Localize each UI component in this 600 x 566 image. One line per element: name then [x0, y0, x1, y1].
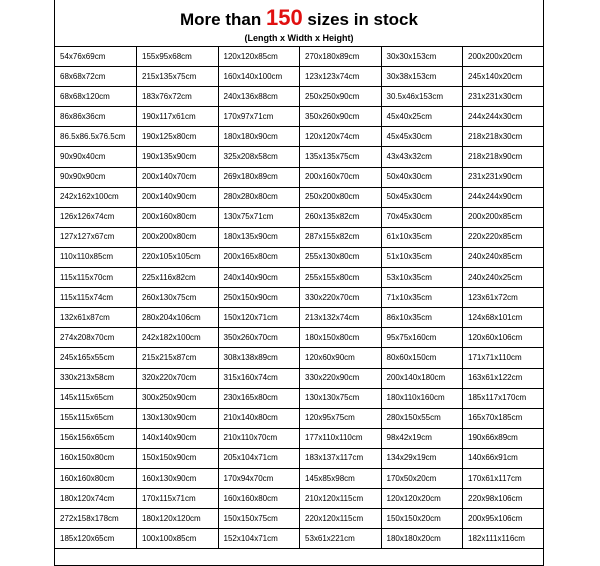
size-cell: 132x61x87cm	[55, 308, 137, 328]
size-cell: 155x115x65cm	[55, 408, 137, 428]
size-cell: 90x90x90cm	[55, 167, 137, 187]
size-cell: 200x95x106cm	[463, 509, 545, 529]
size-cell: 200x140x180cm	[381, 368, 463, 388]
size-cell: 145x85x98cm	[300, 468, 382, 488]
size-cell: 269x180x89cm	[218, 167, 300, 187]
size-cell: 183x76x72cm	[137, 87, 219, 107]
table-row	[55, 87, 544, 107]
size-cell: 115x115x74cm	[55, 288, 137, 308]
size-cell: 100x100x85cm	[137, 529, 219, 549]
size-cell: 51x10x35cm	[381, 247, 463, 267]
size-cell: 250x150x90cm	[218, 288, 300, 308]
size-cell: 160x150x80cm	[55, 448, 137, 468]
size-cell: 231x231x30cm	[463, 87, 545, 107]
table-row	[55, 428, 544, 448]
size-cell: 150x120x71cm	[218, 308, 300, 328]
size-cell: 124x68x101cm	[463, 308, 545, 328]
size-cell: 140x140x90cm	[137, 428, 219, 448]
size-cell: 30.5x46x153cm	[381, 87, 463, 107]
size-cell: 250x250x90cm	[300, 87, 382, 107]
size-cell: 270x180x89cm	[300, 47, 382, 67]
size-cell: 242x162x100cm	[55, 187, 137, 207]
size-cell: 170x97x71cm	[218, 107, 300, 127]
size-cell: 250x200x80cm	[300, 187, 382, 207]
size-cell: 220x98x106cm	[463, 489, 545, 509]
size-cell: 30x38x153cm	[381, 67, 463, 87]
size-cell: 135x135x75cm	[300, 147, 382, 167]
size-cell: 260x135x82cm	[300, 207, 382, 227]
size-cell: 130x130x75cm	[300, 388, 382, 408]
size-cell: 190x135x90cm	[137, 147, 219, 167]
size-cell: 218x218x30cm	[463, 127, 545, 147]
size-cell: 43x43x32cm	[381, 147, 463, 167]
table-row	[55, 207, 544, 227]
size-cell: 120x60x90cm	[300, 348, 382, 368]
size-cell: 320x220x70cm	[137, 368, 219, 388]
size-cell: 150x150x90cm	[137, 448, 219, 468]
size-cell: 280x204x106cm	[137, 308, 219, 328]
size-cell: 255x130x80cm	[300, 247, 382, 267]
size-cell: 170x61x117cm	[463, 468, 545, 488]
size-cell: 325x208x58cm	[218, 147, 300, 167]
size-cell: 53x10x35cm	[381, 268, 463, 288]
size-cell: 182x111x116cm	[463, 529, 545, 549]
size-cell: 220x105x105cm	[137, 247, 219, 267]
table-row	[55, 187, 544, 207]
table-row	[55, 468, 544, 488]
size-cell: 50x40x30cm	[381, 167, 463, 187]
table-row	[55, 227, 544, 247]
size-cell: 80x60x150cm	[381, 348, 463, 368]
size-cell: 280x280x80cm	[218, 187, 300, 207]
size-cell: 200x200x20cm	[463, 47, 545, 67]
size-cell: 120x95x75cm	[300, 408, 382, 428]
size-cell: 220x220x85cm	[463, 227, 545, 247]
size-cell: 185x117x170cm	[463, 388, 545, 408]
table-row	[55, 408, 544, 428]
size-chart	[54, 0, 544, 566]
table-row	[55, 288, 544, 308]
size-cell: 183x137x117cm	[300, 448, 382, 468]
size-cell: 210x120x115cm	[300, 489, 382, 509]
size-cell: 140x66x91cm	[463, 448, 545, 468]
size-cell: 244x244x30cm	[463, 107, 545, 127]
size-cell: 150x150x75cm	[218, 509, 300, 529]
size-cell: 272x158x178cm	[55, 509, 137, 529]
size-cell: 145x115x65cm	[55, 388, 137, 408]
size-cell: 120x60x106cm	[463, 328, 545, 348]
size-cell: 110x110x85cm	[55, 247, 137, 267]
size-cell: 225x116x82cm	[137, 268, 219, 288]
size-cell: 245x140x20cm	[463, 67, 545, 87]
table-row	[55, 328, 544, 348]
size-cell: 180x120x74cm	[55, 489, 137, 509]
size-cell: 130x75x71cm	[218, 207, 300, 227]
size-cell: 171x71x110cm	[463, 348, 545, 368]
size-cell: 61x10x35cm	[381, 227, 463, 247]
size-cell: 240x240x85cm	[463, 247, 545, 267]
size-cell: 180x150x80cm	[300, 328, 382, 348]
size-cell: 71x10x35cm	[381, 288, 463, 308]
size-cell: 240x240x25cm	[463, 268, 545, 288]
title-number: 150	[265, 5, 303, 30]
table-row	[55, 529, 544, 549]
size-cell: 190x66x89cm	[463, 428, 545, 448]
chart-subtitle: (Length x Width x Height)	[244, 33, 354, 43]
size-cell: 180x180x90cm	[218, 127, 300, 147]
table-row	[55, 368, 544, 388]
size-cell: 200x160x70cm	[300, 167, 382, 187]
table-row	[55, 308, 544, 328]
size-cell: 180x120x120cm	[137, 509, 219, 529]
size-cell: 180x180x20cm	[381, 529, 463, 549]
size-cell: 220x120x115cm	[300, 509, 382, 529]
size-cell: 200x140x90cm	[137, 187, 219, 207]
size-cell: 230x165x80cm	[218, 388, 300, 408]
size-cell: 155x95x68cm	[137, 47, 219, 67]
size-cell: 54x76x69cm	[55, 47, 137, 67]
size-cell: 50x45x30cm	[381, 187, 463, 207]
size-cell: 210x140x80cm	[218, 408, 300, 428]
size-cell: 120x120x85cm	[218, 47, 300, 67]
size-cell: 86x86x36cm	[55, 107, 137, 127]
size-cell: 68x68x120cm	[55, 87, 137, 107]
size-cell: 45x40x25cm	[381, 107, 463, 127]
table-row	[55, 388, 544, 408]
size-cell: 215x215x87cm	[137, 348, 219, 368]
sizes-table-body	[55, 47, 544, 549]
table-row	[55, 147, 544, 167]
size-cell: 170x50x20cm	[381, 468, 463, 488]
size-cell: 134x29x19cm	[381, 448, 463, 468]
size-cell: 90x90x40cm	[55, 147, 137, 167]
table-row	[55, 247, 544, 267]
size-cell: 274x208x70cm	[55, 328, 137, 348]
size-cell: 86.5x86.5x76.5cm	[55, 127, 137, 147]
size-cell: 330x220x90cm	[300, 368, 382, 388]
size-cell: 165x70x185cm	[463, 408, 545, 428]
size-cell: 200x160x80cm	[137, 207, 219, 227]
size-cell: 68x68x72cm	[55, 67, 137, 87]
size-cell: 190x125x80cm	[137, 127, 219, 147]
size-cell: 126x126x74cm	[55, 207, 137, 227]
size-cell: 160x130x90cm	[137, 468, 219, 488]
size-cell: 120x120x20cm	[381, 489, 463, 509]
size-cell: 245x165x55cm	[55, 348, 137, 368]
size-cell: 244x244x90cm	[463, 187, 545, 207]
sizes-table	[55, 47, 544, 549]
size-cell: 330x220x70cm	[300, 288, 382, 308]
size-cell: 98x42x19cm	[381, 428, 463, 448]
size-cell: 152x104x71cm	[218, 529, 300, 549]
size-cell: 130x130x90cm	[137, 408, 219, 428]
size-cell: 308x138x89cm	[218, 348, 300, 368]
size-cell: 127x127x67cm	[55, 227, 137, 247]
table-row	[55, 107, 544, 127]
size-cell: 200x165x80cm	[218, 247, 300, 267]
size-cell: 255x155x80cm	[300, 268, 382, 288]
size-cell: 86x10x35cm	[381, 308, 463, 328]
table-row	[55, 448, 544, 468]
size-cell: 30x30x153cm	[381, 47, 463, 67]
size-cell: 156x156x65cm	[55, 428, 137, 448]
size-cell: 150x150x20cm	[381, 509, 463, 529]
size-cell: 163x61x122cm	[463, 368, 545, 388]
chart-header	[55, 0, 543, 47]
table-row	[55, 67, 544, 87]
table-row	[55, 348, 544, 368]
size-cell: 215x135x75cm	[137, 67, 219, 87]
size-cell: 160x160x80cm	[218, 489, 300, 509]
size-cell: 213x132x74cm	[300, 308, 382, 328]
size-cell: 330x213x58cm	[55, 368, 137, 388]
size-cell: 160x160x80cm	[55, 468, 137, 488]
chart-title	[55, 0, 543, 31]
size-cell: 180x135x90cm	[218, 227, 300, 247]
size-cell: 350x260x90cm	[300, 107, 382, 127]
size-cell: 185x120x65cm	[55, 529, 137, 549]
size-cell: 170x115x71cm	[137, 489, 219, 509]
size-cell: 177x110x110cm	[300, 428, 382, 448]
table-row	[55, 167, 544, 187]
table-row	[55, 489, 544, 509]
size-cell: 45x45x30cm	[381, 127, 463, 147]
size-cell: 300x250x90cm	[137, 388, 219, 408]
size-cell: 315x160x74cm	[218, 368, 300, 388]
size-cell: 205x104x71cm	[218, 448, 300, 468]
table-row	[55, 127, 544, 147]
size-cell: 242x182x100cm	[137, 328, 219, 348]
size-cell: 115x115x70cm	[55, 268, 137, 288]
title-prefix: More than	[180, 10, 266, 29]
size-cell: 170x94x70cm	[218, 468, 300, 488]
size-cell: 180x110x160cm	[381, 388, 463, 408]
size-cell: 190x117x61cm	[137, 107, 219, 127]
size-cell: 350x260x70cm	[218, 328, 300, 348]
size-cell: 287x155x82cm	[300, 227, 382, 247]
size-cell: 231x231x90cm	[463, 167, 545, 187]
size-cell: 200x200x85cm	[463, 207, 545, 227]
size-cell: 123x61x72cm	[463, 288, 545, 308]
table-row	[55, 47, 544, 67]
size-cell: 123x123x74cm	[300, 67, 382, 87]
size-cell: 200x140x70cm	[137, 167, 219, 187]
size-cell: 160x140x100cm	[218, 67, 300, 87]
size-cell: 280x150x55cm	[381, 408, 463, 428]
size-cell: 53x61x221cm	[300, 529, 382, 549]
size-cell: 70x45x30cm	[381, 207, 463, 227]
size-cell: 95x75x160cm	[381, 328, 463, 348]
size-cell: 200x200x80cm	[137, 227, 219, 247]
table-row	[55, 268, 544, 288]
size-cell: 210x110x70cm	[218, 428, 300, 448]
title-suffix: sizes in stock	[302, 10, 418, 29]
size-cell: 120x120x74cm	[300, 127, 382, 147]
table-row	[55, 509, 544, 529]
size-cell: 240x136x88cm	[218, 87, 300, 107]
size-cell: 260x130x75cm	[137, 288, 219, 308]
size-cell: 240x140x90cm	[218, 268, 300, 288]
size-cell: 218x218x90cm	[463, 147, 545, 167]
